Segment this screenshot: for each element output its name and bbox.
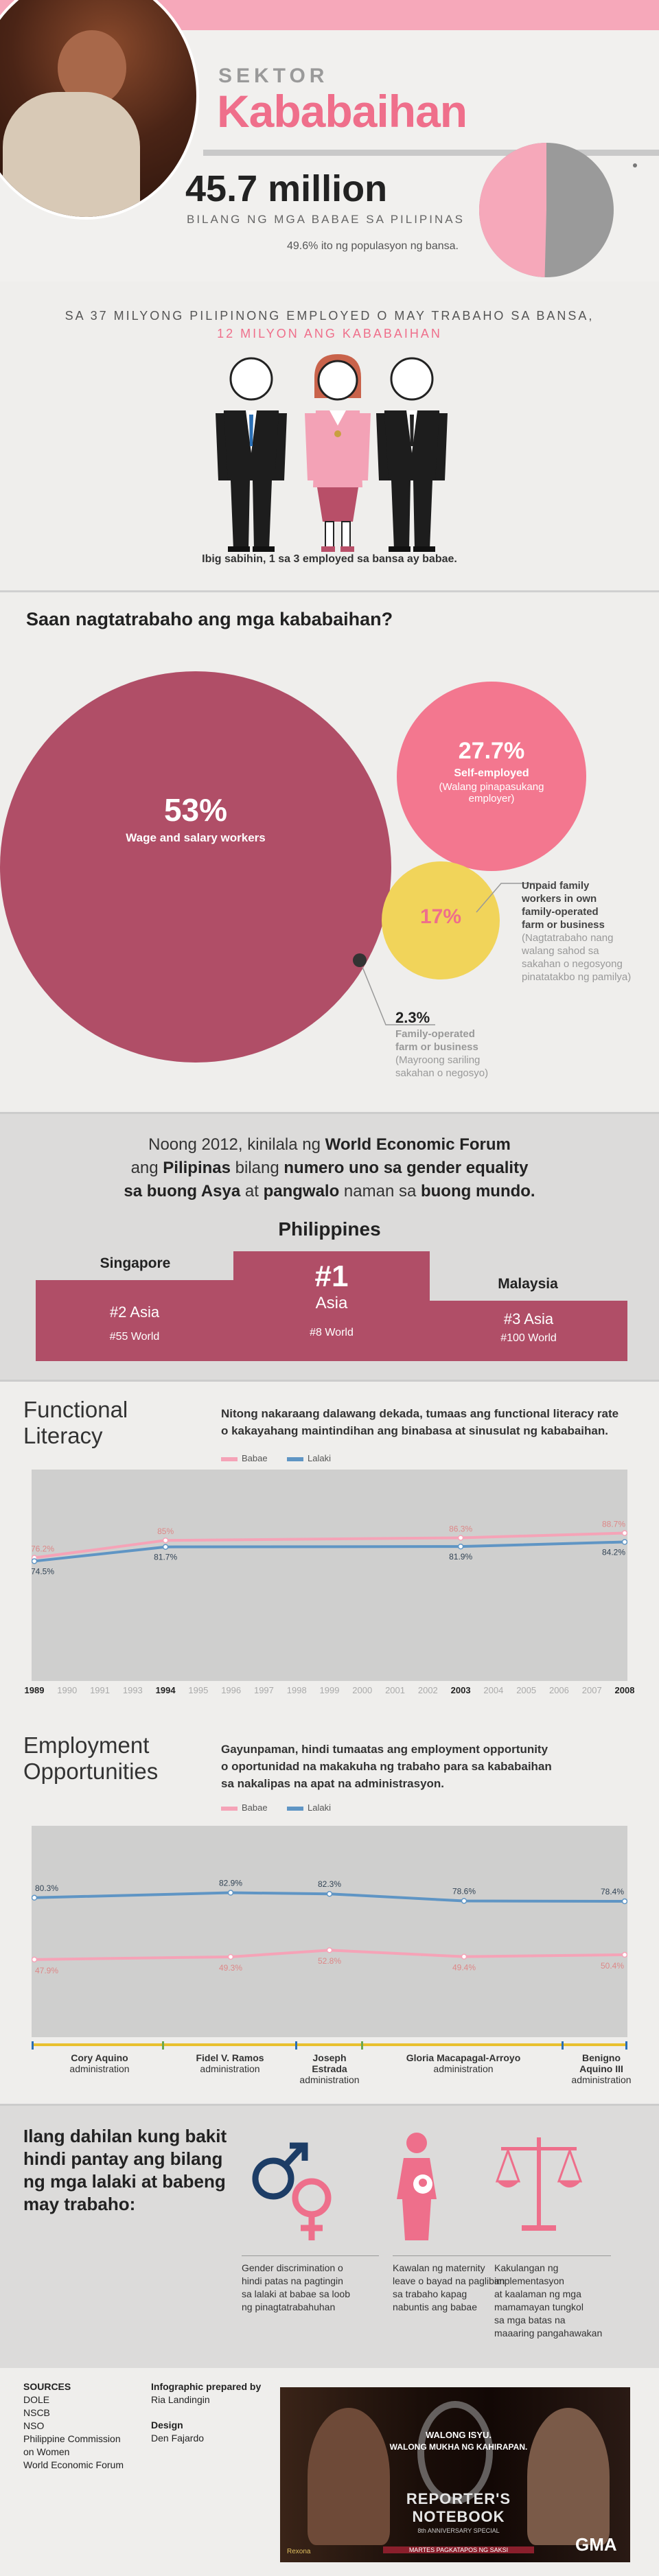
reasons-t1: Ilang dahilan kung bakit bbox=[23, 2126, 227, 2146]
employment-desc2: o oportunidad na makakuha ng trabaho para sa kababaihan bbox=[221, 1760, 552, 1773]
prepared-by: Ria Landingin bbox=[151, 2394, 210, 2405]
employment-data-label-lalaki: 82.3% bbox=[317, 1879, 342, 1890]
employed-section bbox=[0, 281, 659, 590]
small-s2: sakahan o negosyo) bbox=[395, 1067, 489, 1079]
admin-cory bbox=[41, 2052, 158, 2074]
sources-label: SOURCES bbox=[23, 2381, 71, 2392]
ad-host-left bbox=[308, 2408, 390, 2545]
pie-female-slice bbox=[479, 143, 546, 277]
admin-timeline bbox=[32, 2041, 627, 2050]
literacy-point-babae bbox=[163, 1538, 168, 1543]
self-sub1: (Walang pinapasukang bbox=[439, 781, 544, 793]
bubble-wage bbox=[0, 671, 391, 1063]
unpaid-s4: pinatatakbo ng pamilya) bbox=[522, 971, 632, 983]
source-2: NSCB bbox=[23, 2407, 50, 2418]
ad-time: MARTES PAGKATAPOS NG SAKSI bbox=[383, 2546, 534, 2553]
reasons-title bbox=[23, 2125, 227, 2216]
unpaid-s2: walang sahod sa bbox=[522, 945, 599, 957]
small-value: 2.3% bbox=[395, 1009, 430, 1026]
literacy-x-tick: 2007 bbox=[581, 1685, 602, 1695]
literacy-title bbox=[23, 1397, 128, 1449]
literacy-point-lalaki bbox=[163, 1544, 168, 1549]
employment-point-babae bbox=[623, 1952, 627, 1957]
employed-line2: 12 MILYON ANG KABABAIHAN bbox=[217, 327, 442, 340]
wef-l1b: World Economic Forum bbox=[325, 1135, 511, 1154]
employment-point-lalaki bbox=[327, 1892, 332, 1896]
employment-data-label-lalaki: 78.6% bbox=[452, 1886, 476, 1896]
admin-aquino3 bbox=[553, 2052, 649, 2085]
unpaid-l3: family-operated bbox=[522, 906, 599, 918]
literacy-legend-female bbox=[221, 1453, 268, 1463]
admin-cory-name: Cory Aquino bbox=[71, 2052, 128, 2063]
ad-eight-logo bbox=[417, 2401, 493, 2504]
literacy-data-label-lalaki: 74.5% bbox=[32, 1566, 55, 1577]
admin-arroyo-name: Gloria Macapagal-Arroyo bbox=[406, 2052, 521, 2063]
literacy-desc bbox=[221, 1405, 618, 1439]
woman-figure bbox=[297, 350, 379, 556]
employment-point-babae bbox=[327, 1948, 332, 1953]
admin-estrada-name1: Joseph bbox=[312, 2052, 347, 2063]
admin-ramos-label: administration bbox=[200, 2063, 260, 2074]
employment-chart-svg bbox=[32, 1826, 627, 2037]
literacy-x-tick: 2001 bbox=[385, 1685, 405, 1695]
admin-estrada-name2: Estrada bbox=[312, 2063, 347, 2074]
wef-text bbox=[0, 1133, 659, 1203]
population-pie bbox=[478, 141, 615, 279]
wef-l2d: numero uno sa gender equality bbox=[284, 1159, 529, 1177]
employment-desc1: Gayunpaman, hindi tumaatas ang employment opportunity bbox=[221, 1743, 548, 1756]
employment-data-label-lalaki: 80.3% bbox=[34, 1883, 59, 1893]
literacy-x-tick: 1996 bbox=[221, 1685, 242, 1695]
ad-title2: NOTEBOOK bbox=[412, 2508, 505, 2525]
podium-first-world: #8 World bbox=[310, 1327, 354, 1338]
r2-l1: Kawalan ng maternity bbox=[393, 2262, 485, 2273]
employment-title2: Opportunities bbox=[23, 1759, 159, 1784]
literacy-data-label-babae: 88.7% bbox=[601, 1519, 626, 1529]
employment-title1: Employment bbox=[23, 1732, 150, 1758]
source-5: on Women bbox=[23, 2446, 70, 2457]
justice-scale-icon bbox=[494, 2133, 583, 2236]
podium-first bbox=[233, 1251, 430, 1361]
wef-l3b: at bbox=[240, 1182, 264, 1200]
prepared-label: Infographic prepared by bbox=[151, 2381, 262, 2392]
podium-second-world: #55 World bbox=[109, 1331, 160, 1343]
unpaid-l1: Unpaid family bbox=[522, 880, 590, 892]
legend-swatch-female-2 bbox=[221, 1807, 238, 1811]
source-6: World Economic Forum bbox=[23, 2459, 124, 2470]
literacy-title2: Literacy bbox=[23, 1423, 103, 1448]
self-sub2: employer) bbox=[468, 793, 515, 804]
r2-l2: leave o bayad na pagliban bbox=[393, 2275, 505, 2286]
r1-l3: sa lalaki at babae sa loob bbox=[242, 2288, 350, 2299]
woman-photo bbox=[0, 0, 199, 220]
r3-l6: maaaring pangahawakan bbox=[494, 2328, 603, 2339]
unpaid-note bbox=[522, 879, 631, 984]
legend-swatch-male-2 bbox=[287, 1807, 303, 1811]
literacy-x-tick: 1995 bbox=[188, 1685, 209, 1695]
employment-point-lalaki bbox=[623, 1899, 627, 1904]
admin-cory-label: administration bbox=[69, 2063, 130, 2074]
employment-data-label-babae: 47.9% bbox=[34, 1965, 59, 1975]
reporters-notebook-ad[interactable] bbox=[280, 2387, 630, 2562]
small-l2: farm or business bbox=[395, 1041, 478, 1053]
employment-data-label-lalaki: 78.4% bbox=[600, 1887, 625, 1897]
literacy-title1: Functional bbox=[23, 1397, 128, 1422]
legend-swatch-male bbox=[287, 1457, 303, 1461]
employment-point-babae bbox=[229, 1954, 233, 1959]
employment-data-label-lalaki: 82.9% bbox=[218, 1878, 243, 1888]
podium-second bbox=[36, 1280, 233, 1361]
employment-title bbox=[23, 1732, 158, 1785]
section-kicker: SEKTOR bbox=[218, 65, 329, 87]
literacy-x-tick: 2008 bbox=[614, 1685, 635, 1695]
employment-legend-female bbox=[221, 1802, 268, 1813]
employment-desc bbox=[221, 1741, 552, 1792]
literacy-x-tick: 2003 bbox=[450, 1685, 471, 1695]
employed-note: Ibig sabihin, 1 sa 3 employed sa bansa ay babae. bbox=[202, 553, 457, 565]
admin-ramos bbox=[172, 2052, 288, 2074]
population-figure: 45.7 million bbox=[185, 168, 388, 209]
r1-l1: Gender discrimination o bbox=[242, 2262, 343, 2273]
bubble-family-operated bbox=[353, 953, 367, 967]
hero-section bbox=[0, 0, 659, 281]
self-label: Self-employed bbox=[454, 767, 529, 779]
wef-l2c: bilang bbox=[230, 1159, 284, 1177]
literacy-chart-svg bbox=[32, 1470, 627, 1681]
r2-l4: nabuntis ang babae bbox=[393, 2301, 477, 2312]
ad-title1: REPORTER'S bbox=[406, 2490, 511, 2507]
pregnant-woman-icon bbox=[393, 2131, 441, 2240]
literacy-desc2: o kakayahang maintindihan ang binabasa at sinusulat ng kababaihan. bbox=[221, 1424, 608, 1437]
literacy-data-label-babae: 76.2% bbox=[32, 1544, 55, 1554]
admin-aquino3-name2: Aquino III bbox=[579, 2063, 623, 2074]
sources-block bbox=[23, 2380, 124, 2472]
reasons-section bbox=[0, 2104, 659, 2368]
ad-sponsor: Rexona bbox=[287, 2548, 311, 2555]
family-note bbox=[395, 1008, 488, 1080]
literacy-section bbox=[0, 1380, 659, 1716]
employment-point-lalaki bbox=[32, 1895, 37, 1900]
design-by: Den Fajardo bbox=[151, 2433, 205, 2444]
literacy-point-babae bbox=[623, 1531, 627, 1535]
podium-third-asia: #3 Asia bbox=[503, 1310, 554, 1327]
literacy-x-tick: 2005 bbox=[516, 1685, 537, 1695]
podium-first-asia: Asia bbox=[315, 1294, 348, 1312]
r3-l5: sa mga batas na bbox=[494, 2314, 566, 2325]
podium-second-asia: #2 Asia bbox=[109, 1303, 160, 1321]
man-figure-left bbox=[210, 350, 292, 556]
employment-data-label-babae: 49.3% bbox=[218, 1962, 243, 1973]
employment-plot-area bbox=[32, 1826, 627, 2037]
literacy-point-babae bbox=[459, 1535, 463, 1540]
wef-l2a: ang bbox=[130, 1159, 163, 1177]
wef-l3a: sa buong Asya bbox=[124, 1182, 241, 1200]
employment-point-lalaki bbox=[229, 1890, 233, 1895]
unpaid-s3: sakahan o negosyong bbox=[522, 958, 623, 970]
self-value: 27.7% bbox=[458, 738, 525, 764]
literacy-legend-f: Babae bbox=[242, 1453, 268, 1463]
literacy-x-tick: 2000 bbox=[352, 1685, 373, 1695]
reasons-t2: hindi pantay ang bilang bbox=[23, 2148, 223, 2169]
literacy-x-tick: 2006 bbox=[548, 1685, 569, 1695]
literacy-plot-area bbox=[32, 1470, 627, 1681]
small-l1: Family-operated bbox=[395, 1028, 475, 1040]
literacy-data-label-lalaki: 81.9% bbox=[449, 1552, 473, 1562]
r2-l3: sa trabaho kapag bbox=[393, 2288, 467, 2299]
literacy-data-label-lalaki: 81.7% bbox=[154, 1552, 178, 1562]
literacy-x-tick: 1994 bbox=[155, 1685, 176, 1695]
r1-l4: ng pinagtatrabahuhan bbox=[242, 2301, 336, 2312]
where-section bbox=[0, 590, 659, 1112]
hero-dot bbox=[633, 163, 637, 167]
podium-country-2: Singapore bbox=[100, 1255, 171, 1271]
reason-maternity-leave bbox=[393, 2255, 509, 2314]
wef-l2b: Pilipinas bbox=[163, 1159, 231, 1177]
legend-swatch-female bbox=[221, 1457, 238, 1461]
small-s1: (Mayroong sariling bbox=[395, 1054, 481, 1066]
population-caption: BILANG NG MGA BABAE SA PILIPINAS bbox=[187, 213, 465, 226]
employment-data-label-babae: 52.8% bbox=[317, 1956, 342, 1966]
literacy-x-tick: 1998 bbox=[286, 1685, 307, 1695]
ad-tag2: WALONG MUKHA NG KAHIRAPAN. bbox=[389, 2442, 528, 2452]
literacy-x-tick: 1999 bbox=[319, 1685, 340, 1695]
wage-label: Wage and salary workers bbox=[126, 831, 266, 844]
employment-legend-f: Babae bbox=[242, 1802, 268, 1813]
literacy-x-tick: 1990 bbox=[57, 1685, 78, 1695]
employment-section bbox=[0, 1716, 659, 2104]
literacy-point-lalaki bbox=[459, 1544, 463, 1549]
unpaid-s1: (Nagtatrabaho nang bbox=[522, 932, 614, 944]
admin-aquino3-label: administration bbox=[571, 2074, 632, 2085]
r3-l2: implementasyon bbox=[494, 2275, 564, 2286]
admin-ramos-name: Fidel V. Ramos bbox=[196, 2052, 264, 2063]
literacy-desc1: Nitong nakaraang dalawang dekada, tumaas ang functional literacy rate bbox=[221, 1407, 619, 1420]
man-figure-right bbox=[371, 350, 453, 556]
employed-line1: SA 37 MILYONG PILIPINONG EMPLOYED O MAY TRABAHO SA BANSA, bbox=[65, 309, 594, 323]
podium-third-world: #100 World bbox=[500, 1332, 557, 1344]
literacy-legend-m: Lalaki bbox=[308, 1453, 331, 1463]
wef-section bbox=[0, 1112, 659, 1380]
employment-point-babae bbox=[32, 1957, 37, 1962]
employment-point-babae bbox=[462, 1954, 467, 1959]
admin-estrada bbox=[281, 2052, 378, 2085]
wef-l3c: pangwalo bbox=[263, 1182, 340, 1200]
literacy-legend-male bbox=[287, 1453, 331, 1463]
ad-host-right bbox=[527, 2408, 610, 2545]
literacy-data-label-babae: 85% bbox=[157, 1527, 174, 1537]
wef-l1a: Noong 2012, kinilala ng bbox=[148, 1135, 325, 1154]
literacy-data-label-lalaki: 84.2% bbox=[601, 1547, 626, 1557]
employment-point-lalaki bbox=[462, 1899, 467, 1903]
reason-law-implementation bbox=[494, 2255, 611, 2340]
ad-sub: 8th ANNIVERSARY SPECIAL bbox=[417, 2527, 500, 2534]
literacy-data-label-babae: 86.3% bbox=[449, 1524, 473, 1534]
literacy-x-tick: 1997 bbox=[253, 1685, 274, 1695]
unpaid-l4: farm or business bbox=[522, 919, 605, 931]
unpaid-l2: workers in own bbox=[522, 893, 597, 905]
r3-l4: mamamayan tungkol bbox=[494, 2301, 583, 2312]
admin-arroyo-label: administration bbox=[433, 2063, 494, 2074]
r3-l1: Kakulangan ng bbox=[494, 2262, 559, 2273]
gender-symbols-icon bbox=[240, 2131, 343, 2247]
literacy-x-tick: 1991 bbox=[90, 1685, 110, 1695]
reason-gender-discrimination bbox=[242, 2255, 379, 2314]
footer-section bbox=[0, 2368, 659, 2576]
admin-arroyo bbox=[384, 2052, 542, 2074]
where-title: Saan nagtatrabaho ang mga kababaihan? bbox=[26, 609, 393, 629]
reasons-t4: may trabaho: bbox=[23, 2194, 136, 2214]
employment-data-label-babae: 50.4% bbox=[600, 1960, 625, 1971]
r3-l3: at kaalaman ng mga bbox=[494, 2288, 581, 2299]
gma-logo: GMA bbox=[575, 2534, 617, 2555]
literacy-x-tick: 2004 bbox=[483, 1685, 504, 1695]
employment-legend-male bbox=[287, 1802, 331, 1813]
section-title: Kababaihan bbox=[217, 86, 467, 137]
source-3: NSO bbox=[23, 2420, 45, 2431]
literacy-x-tick: 1989 bbox=[24, 1685, 45, 1695]
employment-legend-m: Lalaki bbox=[308, 1802, 331, 1813]
literacy-point-lalaki bbox=[32, 1559, 37, 1564]
r1-l2: hindi patas na pagtingin bbox=[242, 2275, 343, 2286]
source-1: DOLE bbox=[23, 2394, 50, 2405]
literacy-point-lalaki bbox=[623, 1540, 627, 1544]
employment-data-label-babae: 49.4% bbox=[452, 1962, 476, 1973]
design-label: Design bbox=[151, 2420, 183, 2430]
admin-estrada-label: administration bbox=[299, 2074, 360, 2085]
unpaid-value: 17% bbox=[419, 905, 462, 928]
population-percent-note: 49.6% ito ng populasyon ng bansa. bbox=[287, 240, 459, 252]
source-4: Philippine Commission bbox=[23, 2433, 121, 2444]
employment-desc3: sa nakalipas na apat na administrasyon. bbox=[221, 1777, 445, 1790]
podium-third bbox=[430, 1301, 627, 1361]
literacy-x-tick: 1993 bbox=[122, 1685, 143, 1695]
literacy-x-tick: 2002 bbox=[417, 1685, 438, 1695]
wef-l3e: buong mundo. bbox=[420, 1182, 535, 1200]
reasons-t3: ng mga lalaki at babeng bbox=[23, 2171, 226, 2192]
podium-country-1: Philippines bbox=[278, 1218, 381, 1240]
wage-value: 53% bbox=[163, 792, 228, 828]
podium-country-3: Malaysia bbox=[498, 1276, 558, 1292]
podium-first-rank: #1 bbox=[314, 1260, 349, 1293]
wef-l3d: naman sa bbox=[339, 1182, 421, 1200]
credits-block bbox=[151, 2380, 261, 2445]
admin-aquino3-name1: Benigno bbox=[582, 2052, 621, 2063]
ad-tag1: WALONG ISYU. bbox=[425, 2430, 492, 2440]
